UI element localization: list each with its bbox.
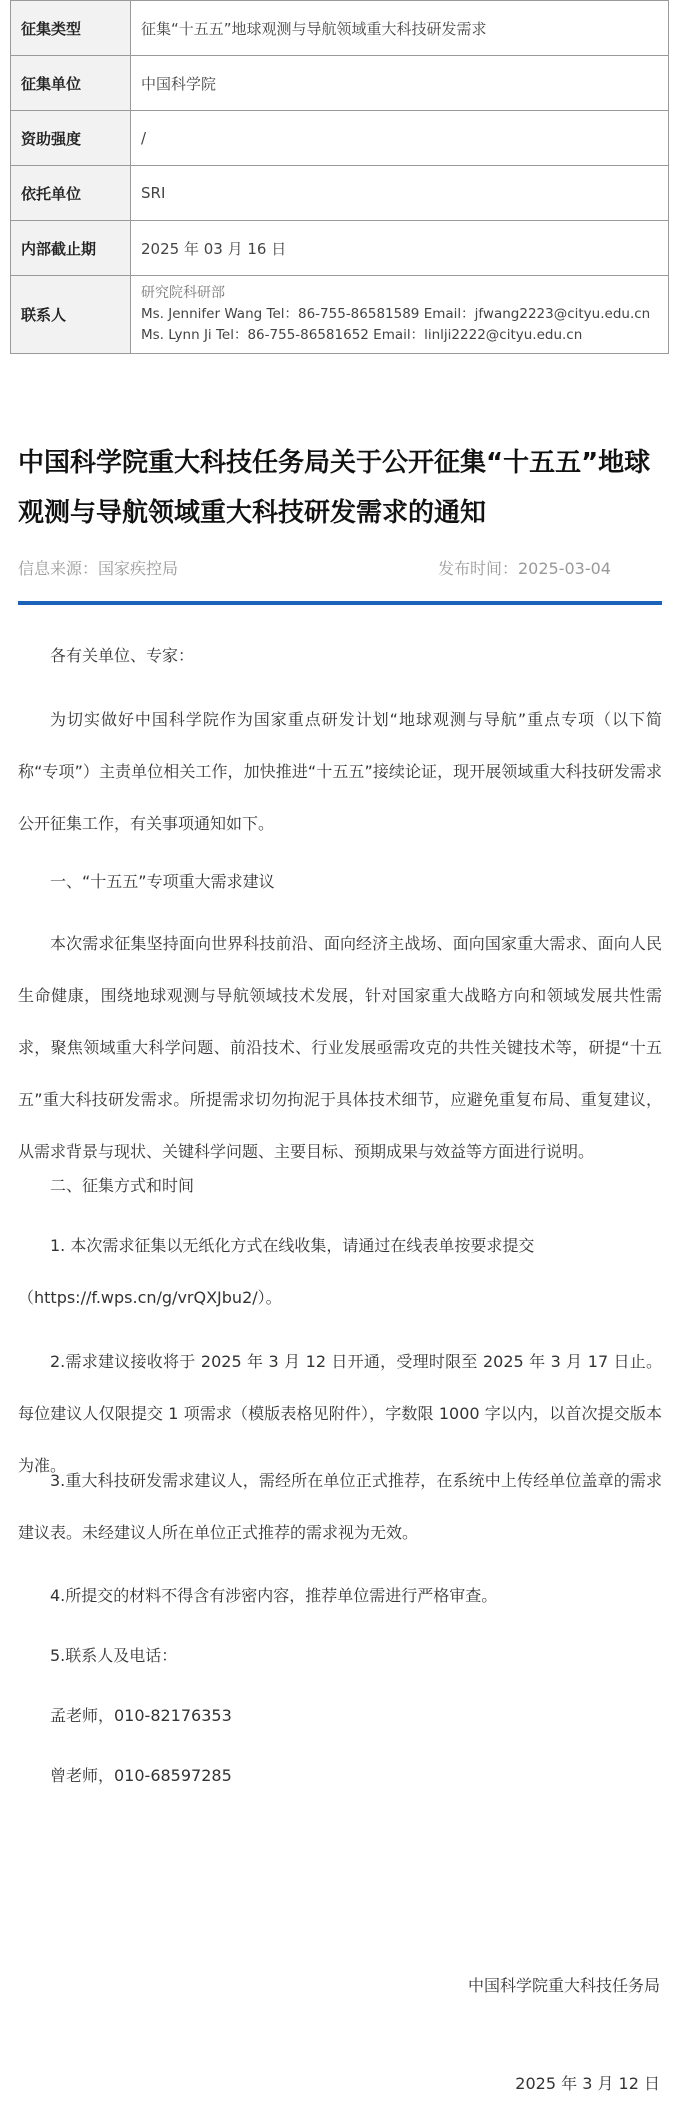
info-value: / — [131, 111, 669, 166]
contact-cell — [131, 276, 669, 354]
info-row-funding — [11, 111, 669, 166]
info-value: 2025 年 03 月 16 日 — [131, 221, 669, 276]
section-2-heading: 二、征集方式和时间 — [50, 1176, 195, 1195]
title-divider — [18, 601, 662, 605]
contact-zeng: 曾老师，010-68597285 — [50, 1766, 232, 1785]
info-label: 内部截止期 — [11, 221, 131, 276]
salutation: 各有关单位、专家： — [50, 646, 195, 665]
info-value: 中国科学院 — [131, 56, 669, 111]
info-label: 依托单位 — [11, 166, 131, 221]
intro-paragraph: 为切实做好中国科学院作为国家重点研发计划“地球观测与导航”重点专项（以下简称“专项”）主责单位相关工作，加快推进“十五五”接续论证，现开展领域重大科技研发需求公开征集工作，有关事项通知如下。 — [18, 710, 662, 833]
info-label: 联系人 — [11, 276, 131, 354]
item-4: 4.所提交的材料不得含有涉密内容，推荐单位需进行严格审查。 — [50, 1586, 498, 1605]
article-source: 信息来源：国家疾控局 — [18, 559, 179, 578]
signature-date: 2025 年 3 月 12 日 — [515, 2074, 660, 2093]
signature: 中国科学院重大科技任务局 — [467, 1976, 660, 1995]
contact-line-2: Ms. Lynn Ji Tel：86-755-86581652 Email：linlji2222@cityu.edu.cn — [141, 327, 583, 343]
info-row-unit — [11, 56, 669, 111]
article-publish-time: 发布时间：2025-03-04 — [438, 559, 611, 578]
item-5: 5.联系人及电话： — [50, 1646, 178, 1665]
info-row-type — [11, 1, 669, 56]
info-table — [10, 0, 669, 354]
info-row-host — [11, 166, 669, 221]
info-label: 征集类型 — [11, 1, 131, 56]
item-1: 1. 本次需求征集以无纸化方式在线收集，请通过在线表单按要求提交（https://f.wps.cn/g/vrQXJbu2/）。 — [18, 1236, 535, 1307]
section-1-heading: 一、“十五五”专项重大需求建议 — [50, 872, 275, 891]
contact-meng: 孟老师，010-82176353 — [50, 1706, 232, 1725]
info-label: 征集单位 — [11, 56, 131, 111]
contact-line-1: Ms. Jennifer Wang Tel：86-755-86581589 Email：jfwang2223@cityu.edu.cn — [141, 306, 651, 322]
info-value: SRI — [131, 166, 669, 221]
info-row-contact — [11, 276, 669, 354]
info-value: 征集“十五五”地球观测与导航领域重大科技研发需求 — [131, 1, 669, 56]
item-2: 2.需求建议接收将于 2025 年 3 月 12 日开通，受理时限至 2025 年 3 月 17 日止。每位建议人仅限提交 1 项需求（模版表格见附件），字数限 1000 字以内，以首次提交版本为准。 — [18, 1352, 662, 1475]
item-3: 3.重大科技研发需求建议人，需经所在单位正式推荐，在系统中上传经单位盖章的需求建议表。未经建议人所在单位正式推荐的需求视为无效。 — [18, 1471, 662, 1542]
article-title: 中国科学院重大科技任务局关于公开征集“十五五”地球观测与导航领域重大科技研发需求的通知 — [18, 448, 651, 528]
info-label: 资助强度 — [11, 111, 131, 166]
section-1-body: 本次需求征集坚持面向世界科技前沿、面向经济主战场、面向国家重大需求、面向人民生命健康，围绕地球观测与导航领域技术发展，针对国家重大战略方向和领域发展共性需求，聚焦领域重大科学问题、前沿技术、行业发展亟需攻克的共性关键技术等，研提“十五五”重大科技研发需求。所提需求切勿拘泥于具体技术细节，应避免重复布局、重复建议，从需求背景与现状、关键科学问题、主要目标、预期成果与效益等方面进行说明。 — [18, 934, 662, 1161]
contact-department: 研究院科研部 — [141, 285, 225, 301]
info-row-deadline — [11, 221, 669, 276]
